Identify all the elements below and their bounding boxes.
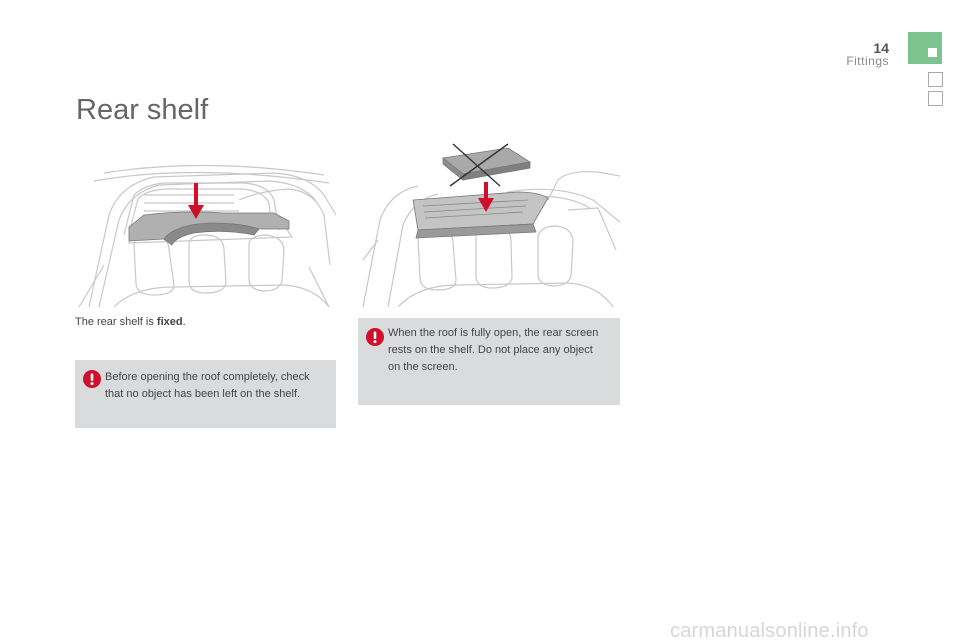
nav-box-2[interactable] [928,91,943,106]
warning-text: Before opening the roof completely, check that no object has been left on the shelf. [105,371,310,400]
page-number: 14 [873,40,889,56]
warning-box-right [358,318,620,405]
warning-icon [83,370,101,388]
nav-box-1[interactable] [928,72,943,87]
warning-box-left [75,360,336,428]
watermark-link[interactable]: carmanualsonline.info [670,620,869,642]
rear-shelf-illustration [74,155,336,307]
warning-text: When the roof is fully open, the rear screen rests on the shelf. Do not place any object on the screen. [388,327,599,373]
intro-bold: fixed [156,316,183,328]
section-title: Fittings [846,54,889,68]
intro-text: The rear shelf is fixed. [75,316,186,328]
page-title: Rear shelf [76,94,209,126]
section-tab-marker [928,48,937,57]
open-roof-illustration [358,140,620,307]
warning-icon [366,328,384,346]
